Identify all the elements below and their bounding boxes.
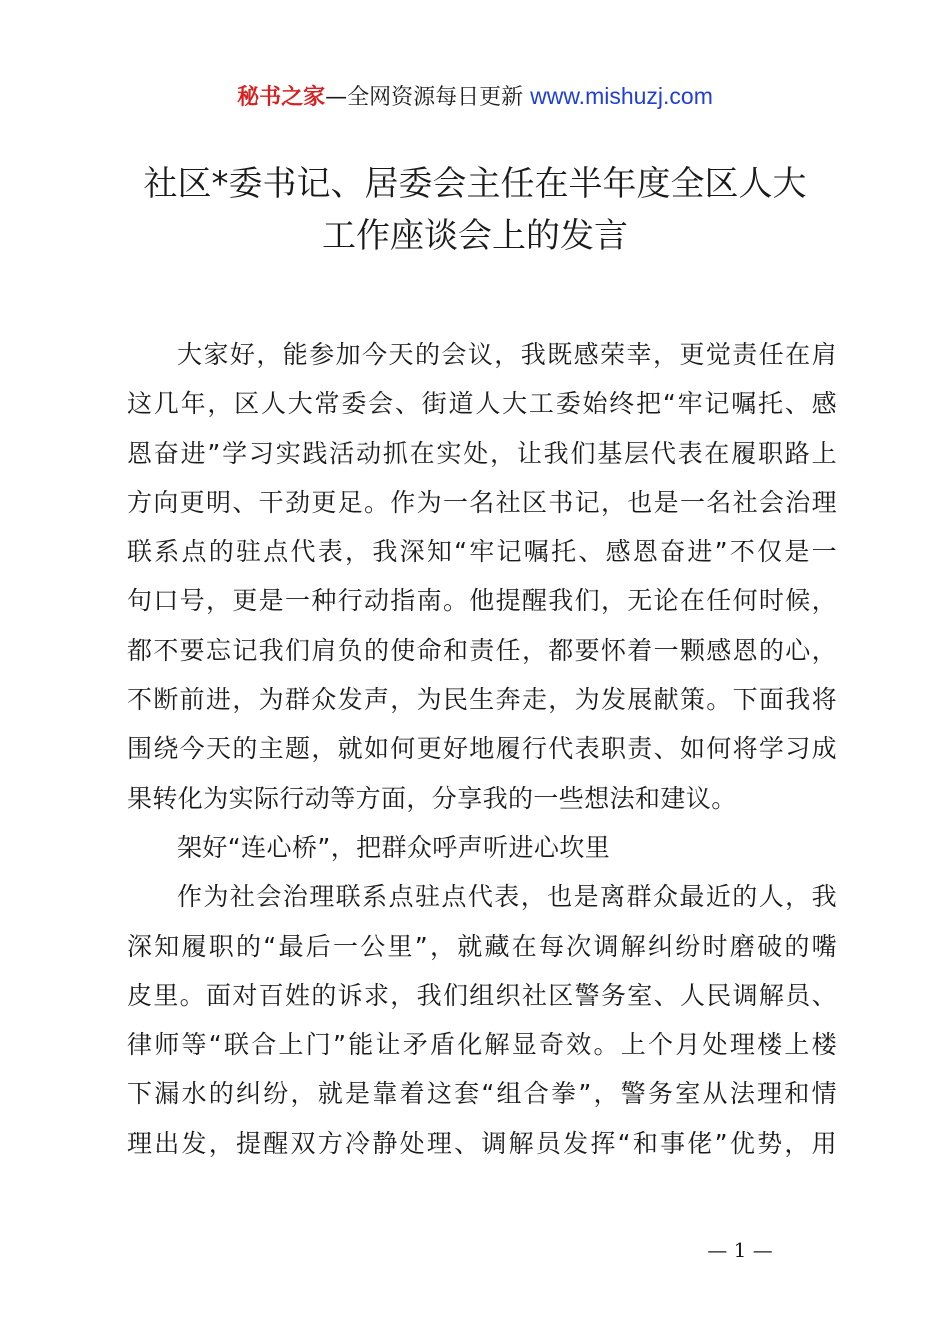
site-tagline: —全网资源每日更新: [325, 85, 524, 110]
section-heading: 架好“连心桥”，把群众呼声听进心坎里: [177, 832, 611, 862]
body-line: 围绕今天的主题，就如何更好地履行代表职责、如何将学习成: [127, 734, 837, 764]
body-line: 方向更明、干劲更足。作为一名社区书记，也是一名社会治理: [127, 487, 837, 517]
document-body: [127, 330, 837, 1168]
site-header: [0, 80, 950, 114]
body-line: 作为社会治理联系点驻点代表，也是离群众最近的人，我: [177, 882, 837, 912]
title-line-2: 工作座谈会上的发言: [322, 216, 628, 256]
body-line: 理出发，提醒双方冷静处理、调解员发挥“和事佬”优势，用: [127, 1128, 837, 1158]
body-line: 果转化为实际行动等方面，分享我的一些想法和建议。: [127, 783, 737, 813]
body-line: 深知履职的“最后一公里”，就藏在每次调解纠纷时磨破的嘴: [127, 931, 837, 961]
body-line: 大家好，能参加今天的会议，我既感荣幸，更觉责任在肩: [177, 340, 837, 369]
site-url-link[interactable]: www.mishuzj.com: [530, 83, 713, 109]
body-line: 句口号，更是一种行动指南。他提醒我们，无论在任何时候，: [127, 586, 837, 616]
body-line: 恩奋进”学习实践活动抓在实处，让我们基层代表在履职路上: [127, 438, 837, 468]
body-line: 这几年，区人大常委会、街道人大工委始终把“牢记嘱托、感: [127, 389, 837, 419]
document-title: [110, 158, 840, 262]
brand-name: 秘书之家: [237, 85, 326, 110]
body-line: 律师等“联合上门”能让矛盾化解显奇效。上个月处理楼上楼: [127, 1030, 837, 1060]
title-line-1: 社区*委书记、居委会主任在半年度全区人大: [143, 164, 807, 204]
body-line: 联系点的驻点代表，我深知“牢记嘱托、感恩奋进”不仅是一: [127, 537, 837, 567]
body-line: 都不要忘记我们肩负的使命和责任，都要怀着一颗感恩的心，: [127, 635, 837, 665]
page-number: — 1 —: [707, 1238, 773, 1262]
body-line: 皮里。面对百姓的诉求，我们组织社区警务室、人民调解员、: [127, 980, 837, 1010]
body-line: 下漏水的纠纷，就是靠着这套“组合拳”，警务室从法理和情: [127, 1079, 837, 1109]
body-line: 不断前进，为群众发声，为民生奔走，为发展献策。下面我将: [127, 685, 837, 715]
